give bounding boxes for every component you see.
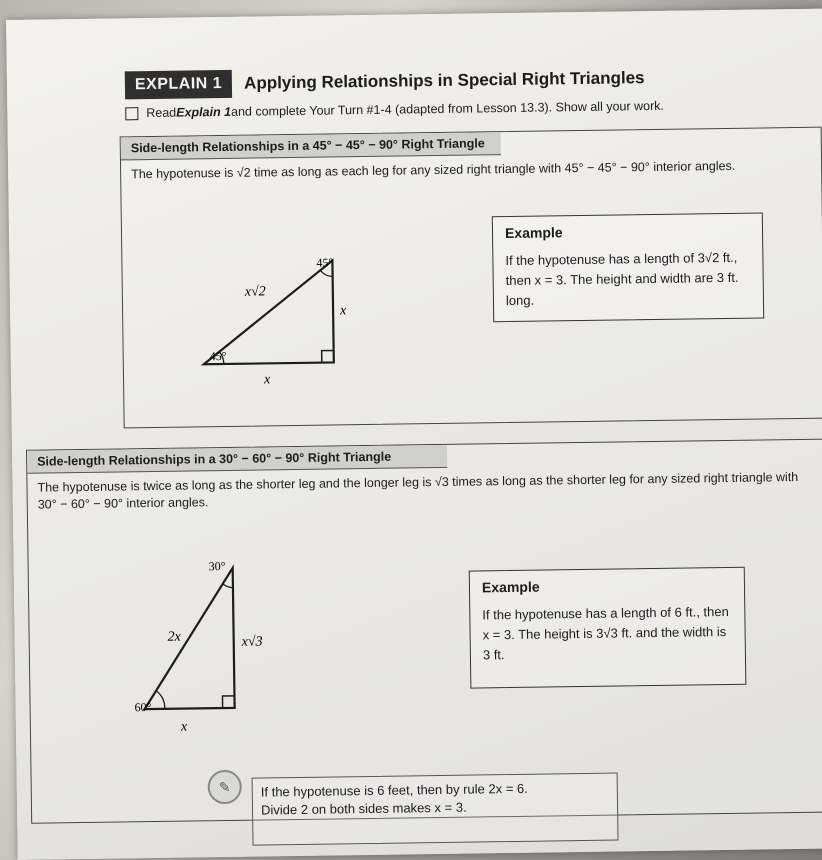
section2-description: The hypotenuse is twice as long as the shorter leg and the longer leg is √3 times as long as the shorter leg for any sized right triangle with 30° − 60° − 90° interior angles. (37, 469, 799, 512)
bottom-leg-label: x (180, 719, 188, 735)
angle-label-top: 30° (208, 558, 226, 574)
example-box-45 (492, 212, 764, 322)
note-line-1: If the hypotenuse is 6 feet, then by rule 2x = 6. (260, 780, 528, 800)
instruction-bold: Explain 1 (176, 104, 232, 120)
section2-heading: Side-length Relationships in a 30° − 60° − 90° Right Triangle (27, 445, 447, 474)
explain-title: Applying Relationships in Special Right Triangles (243, 68, 645, 93)
triangle-30-60-90 (112, 546, 335, 749)
angle-arc-top (321, 270, 333, 276)
triangle-45-45-90 (182, 231, 444, 405)
example-title: Example (481, 578, 540, 596)
hypotenuse-label: x√2 (244, 284, 266, 300)
explain-tag: EXPLAIN 1 (125, 70, 233, 99)
section-30-60-90 (26, 439, 822, 824)
angle-label-bottom: 60° (134, 700, 152, 715)
hypotenuse-label: 2x (167, 629, 181, 645)
bottom-leg-label: x (263, 372, 271, 388)
instruction-checkbox[interactable] (125, 107, 138, 120)
instruction-prefix: Read (146, 105, 177, 121)
instruction-line (125, 99, 664, 121)
example-title: Example (504, 224, 563, 242)
instruction-rest: and complete Your Turn #1-4 (adapted from Lesson 13.3). Show all your work. (230, 98, 665, 119)
example-box-30 (469, 567, 747, 689)
section1-heading: Side-length Relationships in a 45° − 45° − 90° Right Triangle (121, 132, 501, 160)
triangle-30-shape (143, 568, 235, 709)
note-line-2: Divide 2 on both sides makes x = 3. (260, 799, 467, 818)
right-leg-label: x√3 (241, 634, 263, 650)
angle-label-bottom: 45° (209, 348, 227, 364)
example-body: If the hypotenuse has a length of 3√2 ft., then x = 3. The height and width are 3 ft. long. (505, 249, 739, 309)
example-body: If the hypotenuse has a length of 6 ft., then x = 3. The height is 3√3 ft. and the width is 3 ft. (482, 603, 729, 663)
right-leg-label: x (339, 303, 347, 319)
section1-description: The hypotenuse is √2 time as long as each leg for any sized right triangle with 45° − 45° − 90° interior angles. (131, 158, 736, 182)
angle-label-top: 45° (316, 255, 334, 270)
angle-arc-top (223, 584, 233, 588)
explain-header (125, 63, 645, 100)
right-angle-mark (322, 350, 334, 362)
worksheet-page (6, 9, 822, 860)
pencil-icon: ✎ (207, 770, 241, 804)
right-angle-mark (222, 696, 234, 708)
angle-arc-bottom (156, 691, 164, 709)
student-note (252, 773, 619, 846)
section-45-45-90 (120, 127, 822, 429)
